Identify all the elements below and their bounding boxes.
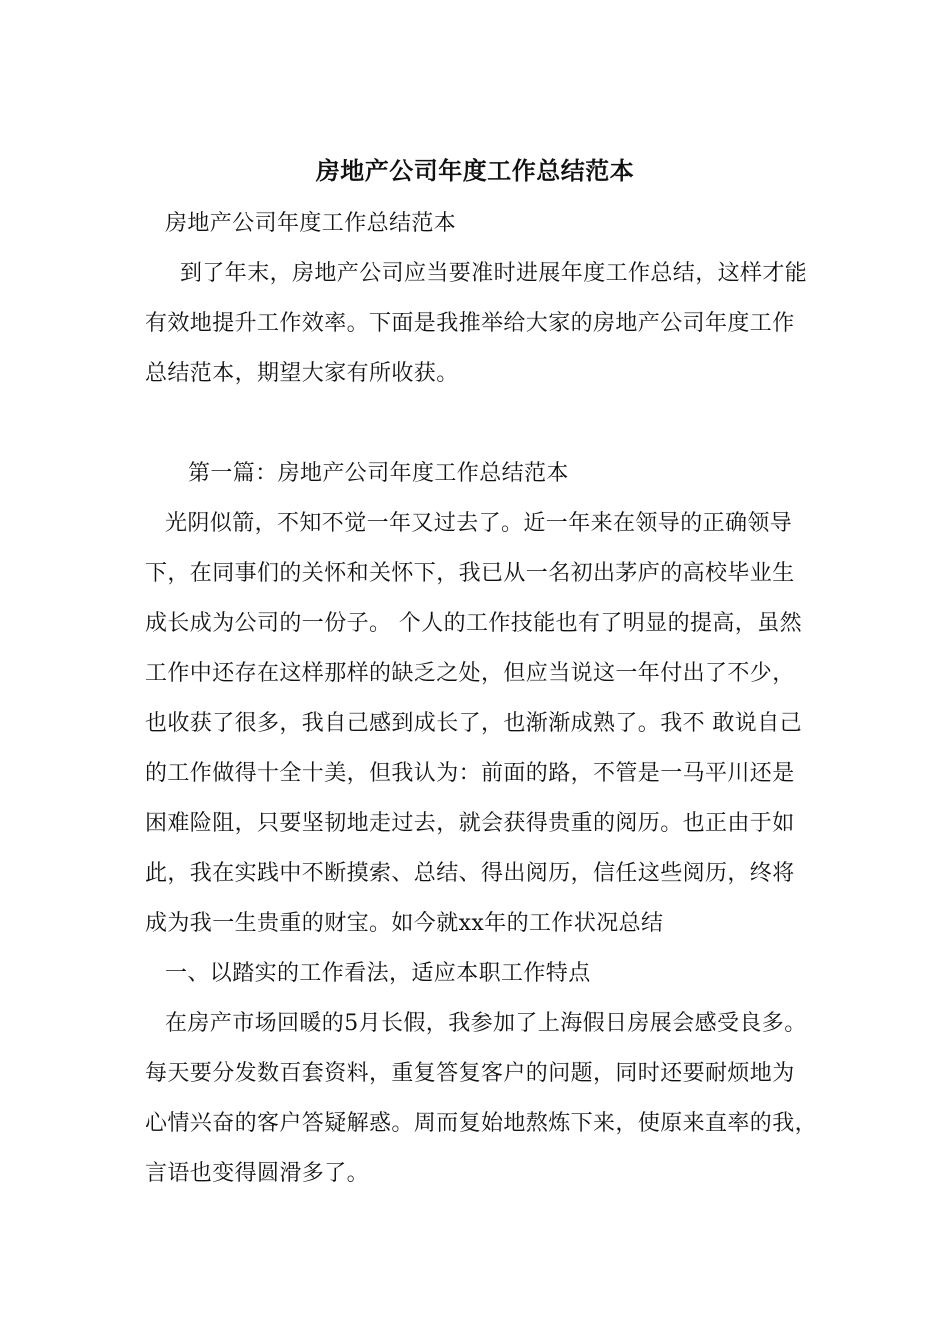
point-heading-1: 一、以踏实的工作看法，适应本职工作特点	[165, 961, 591, 986]
intro-line-3: 总结范本，期望大家有所收获。	[145, 361, 459, 386]
body-line-2: 下，在同事们的关怀和关怀下，我已从一名初出茅庐的高校毕业生	[145, 561, 795, 586]
body-line-1: 光阴似箭，不知不觉一年又过去了。近一年来在领导的正确领导	[165, 511, 793, 536]
intro-line-2: 有效地提升工作效率。下面是我推举给大家的房地产公司年度工作	[145, 311, 795, 336]
body-line-6: 的工作做得十全十美，但我认为：前面的路，不管是一马平川还是	[145, 761, 795, 786]
point-line-2: 每天要分发数百套资料，重复答复客户的问题，同时还要耐烦地为	[145, 1061, 795, 1086]
point-line-3: 心情兴奋的客户答疑解惑。周而复始地熬炼下来，使原来直率的我，	[145, 1111, 818, 1136]
subtitle-line: 房地产公司年度工作总结范本	[165, 211, 457, 236]
body-line-3: 成长成为公司的一份子。 个人的工作技能也有了明显的提高，虽然	[145, 611, 802, 636]
point-line-1: 在房产市场回暖的5月长假，我参加了上海假日房展会感受良多。	[165, 1011, 807, 1036]
body-line-7: 困难险阻，只要坚韧地走过去，就会获得贵重的阅历。也正由于如	[145, 811, 795, 836]
intro-line-1: 到了年末，房地产公司应当要准时进展年度工作总结，这样才能	[180, 261, 808, 286]
body-line-5: 也收获了很多，我自己感到成长了，也渐渐成熟了。我不 敢说自己	[145, 711, 802, 736]
document-title: 房地产公司年度工作总结范本	[315, 156, 635, 185]
section-heading: 第一篇：房地产公司年度工作总结范本	[188, 461, 569, 486]
body-line-8: 此，我在实践中不断摸索、总结、得出阅历，信任这些阅历，终将	[145, 861, 795, 886]
body-line-4: 工作中还存在这样那样的缺乏之处，但应当说这一年付出了不少，	[145, 661, 795, 686]
body-line-9: 成为我一生贵重的财宝。如今就xx年的工作状况总结	[145, 911, 664, 936]
point-line-4: 言语也变得圆滑多了。	[145, 1161, 370, 1186]
